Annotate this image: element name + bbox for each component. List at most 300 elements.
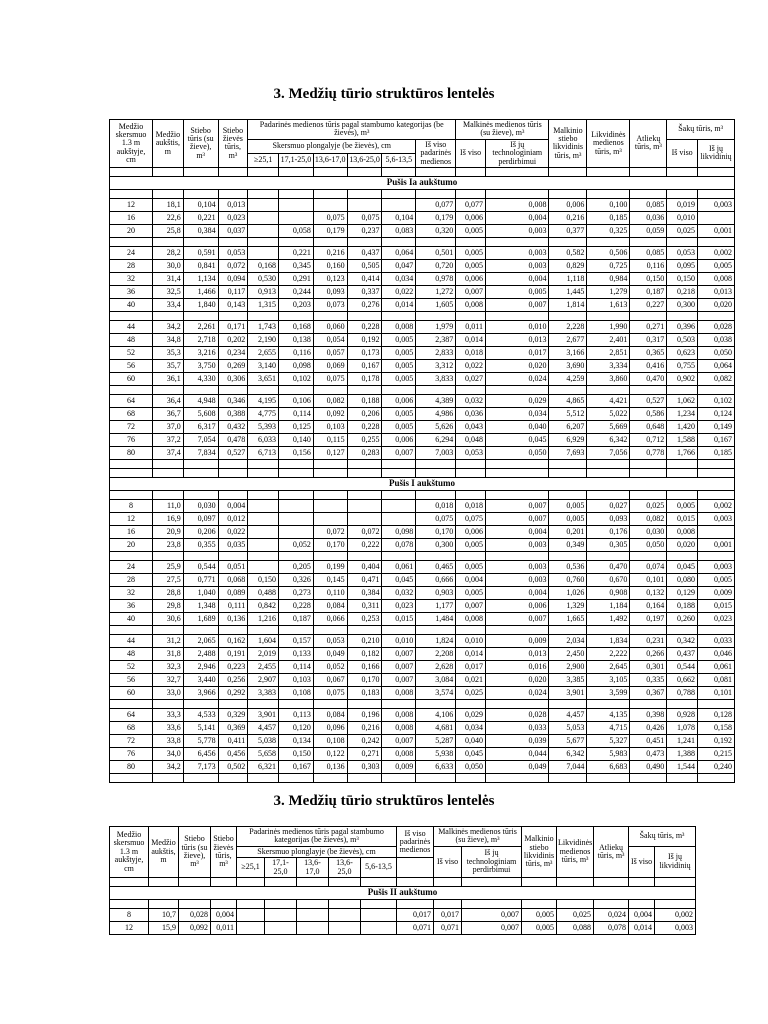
table-cell: 0,143 xyxy=(218,298,248,311)
empty-cell xyxy=(456,189,486,198)
table-cell: 3,651 xyxy=(248,372,279,385)
table-cell: 0,384 xyxy=(347,586,382,599)
table-cell: 1,604 xyxy=(248,634,279,647)
table-cell: 0,053 xyxy=(667,246,698,259)
header-branch-total: Iš viso xyxy=(667,139,698,167)
table-cell: 3,312 xyxy=(416,359,456,372)
empty-cell xyxy=(549,699,587,708)
empty-cell xyxy=(110,773,153,782)
empty-cell xyxy=(485,551,549,560)
table-cell: 0,544 xyxy=(667,660,698,673)
table-cell: 2,019 xyxy=(248,647,279,660)
empty-cell xyxy=(110,877,149,886)
empty-cell xyxy=(153,167,184,176)
table-cell: 0,179 xyxy=(416,211,456,224)
empty-cell xyxy=(416,459,456,468)
table-cell: 0,582 xyxy=(549,246,587,259)
empty-cell xyxy=(587,385,630,394)
table-cell: 0,033 xyxy=(697,634,734,647)
empty-cell xyxy=(110,189,153,198)
empty-cell xyxy=(218,167,248,176)
table-cell: 0,192 xyxy=(347,333,382,346)
table-cell: 0,008 xyxy=(382,747,416,760)
table-cell: 0,078 xyxy=(594,921,629,934)
table-cell xyxy=(313,198,347,211)
table-cell: 5,938 xyxy=(416,747,456,760)
table-cell: 2,488 xyxy=(183,647,218,660)
table-cell: 40 xyxy=(110,298,153,311)
table-cell: 0,013 xyxy=(485,647,549,660)
empty-cell xyxy=(587,189,630,198)
table-cell: 33,6 xyxy=(153,721,184,734)
table-cell: 0,253 xyxy=(347,612,382,625)
table-cell: 6,317 xyxy=(183,420,218,433)
empty-cell xyxy=(587,459,630,468)
table-row xyxy=(110,612,735,625)
table-cell: 0,007 xyxy=(462,921,522,934)
header-class-3: 13,6-17,0 xyxy=(297,858,329,878)
empty-cell xyxy=(416,490,456,499)
table-row xyxy=(110,333,735,346)
empty-cell xyxy=(697,189,734,198)
table-cell: 3,901 xyxy=(248,708,279,721)
table-cell: 0,021 xyxy=(456,673,486,686)
table-cell: 1,118 xyxy=(549,272,587,285)
empty-cell xyxy=(382,773,416,782)
table-cell: 0,132 xyxy=(630,586,667,599)
empty-cell xyxy=(485,625,549,634)
empty-cell xyxy=(697,551,734,560)
empty-cell xyxy=(416,189,456,198)
table-cell: 0,662 xyxy=(667,673,698,686)
table-cell: 0,064 xyxy=(382,246,416,259)
table-cell: 0,032 xyxy=(382,586,416,599)
table-cell: 0,010 xyxy=(485,320,549,333)
empty-cell xyxy=(382,490,416,499)
table-cell: 0,149 xyxy=(697,420,734,433)
table-cell xyxy=(697,525,734,538)
table-cell: 0,292 xyxy=(218,686,248,699)
empty-cell xyxy=(587,311,630,320)
table-cell: 0,089 xyxy=(218,586,248,599)
table-cell xyxy=(382,512,416,525)
table-cell: 7,173 xyxy=(183,760,218,773)
table-cell: 0,017 xyxy=(456,660,486,673)
table-cell xyxy=(248,525,279,538)
empty-cell xyxy=(183,490,218,499)
table-cell: 0,025 xyxy=(456,686,486,699)
table-row xyxy=(110,298,735,311)
table-cell: 0,060 xyxy=(313,320,347,333)
table-cell: 35,3 xyxy=(153,346,184,359)
table-cell: 5,327 xyxy=(587,734,630,747)
empty-cell xyxy=(110,699,153,708)
table-cell: 0,007 xyxy=(382,647,416,660)
empty-cell xyxy=(456,468,486,477)
empty-cell xyxy=(110,468,153,477)
table-row xyxy=(110,586,735,599)
header-diameter: Medžio skersmuo 1.3 m aukštyje, cm xyxy=(110,120,153,168)
table-cell: 0,160 xyxy=(313,259,347,272)
table-cell: 0,047 xyxy=(382,259,416,272)
spacer-row xyxy=(110,385,735,394)
table-cell: 0,396 xyxy=(667,320,698,333)
table-row xyxy=(110,512,735,525)
empty-cell xyxy=(697,490,734,499)
table-cell: 0,503 xyxy=(667,333,698,346)
table-cell: 0,050 xyxy=(456,760,486,773)
table-cell xyxy=(237,908,265,921)
empty-cell xyxy=(667,490,698,499)
table-cell: 0,005 xyxy=(382,359,416,372)
table-cell: 0,411 xyxy=(218,734,248,747)
table-cell: 33,3 xyxy=(153,708,184,721)
table-cell: 0,170 xyxy=(416,525,456,538)
table-cell: 5,608 xyxy=(183,407,218,420)
table-cell: 0,346 xyxy=(218,394,248,407)
table-cell: 1,040 xyxy=(183,586,218,599)
table-cell: 0,283 xyxy=(347,446,382,459)
header-diam-classes: Skersmuo plongalyje (be žievės), cm xyxy=(248,139,416,153)
table-cell: 0,114 xyxy=(278,660,313,673)
table-cell: 0,173 xyxy=(347,346,382,359)
table-cell: 34,2 xyxy=(153,760,184,773)
table-cell: 0,093 xyxy=(313,285,347,298)
table-cell: 0,203 xyxy=(278,298,313,311)
table-cell: 0,206 xyxy=(347,407,382,420)
empty-cell xyxy=(153,237,184,246)
empty-cell xyxy=(667,551,698,560)
table-cell: 0,007 xyxy=(382,660,416,673)
table-cell: 0,101 xyxy=(697,686,734,699)
empty-cell xyxy=(361,877,397,886)
table-cell: 5,393 xyxy=(248,420,279,433)
empty-cell xyxy=(218,459,248,468)
header-stem-volume: Stiebo tūris (su žieve), m³ xyxy=(183,120,218,168)
table-cell: 0,216 xyxy=(313,246,347,259)
table-cell: 7,003 xyxy=(416,446,456,459)
empty-cell xyxy=(183,699,218,708)
table-row xyxy=(110,407,735,420)
table-cell: 0,005 xyxy=(522,921,557,934)
table-cell: 0,008 xyxy=(485,198,549,211)
table-cell xyxy=(278,525,313,538)
empty-cell xyxy=(630,167,667,176)
empty-cell xyxy=(587,699,630,708)
table-cell: 12 xyxy=(110,512,153,525)
table-cell: 0,009 xyxy=(485,634,549,647)
empty-cell xyxy=(629,899,655,908)
empty-cell xyxy=(485,699,549,708)
table-cell: 1,990 xyxy=(587,320,630,333)
empty-cell xyxy=(153,311,184,320)
table-cell: 0,301 xyxy=(630,660,667,673)
table-cell: 1,184 xyxy=(587,599,630,612)
empty-cell xyxy=(630,551,667,560)
table-cell: 2,677 xyxy=(549,333,587,346)
table-cell xyxy=(248,224,279,237)
section-header-row xyxy=(110,886,696,899)
table-cell: 6,294 xyxy=(416,433,456,446)
empty-cell xyxy=(183,459,218,468)
table-cell: 76 xyxy=(110,433,153,446)
table-cell: 0,053 xyxy=(456,446,486,459)
table-cell: 10,7 xyxy=(149,908,179,921)
empty-cell xyxy=(456,237,486,246)
table-cell: 0,103 xyxy=(278,673,313,686)
empty-cell xyxy=(218,385,248,394)
empty-cell xyxy=(549,385,587,394)
table-cell: 0,158 xyxy=(697,721,734,734)
table-cell: 0,414 xyxy=(347,272,382,285)
table-cell: 4,681 xyxy=(416,721,456,734)
table-cell: 1,134 xyxy=(183,272,218,285)
table-cell xyxy=(313,499,347,512)
table-cell: 0,003 xyxy=(655,921,696,934)
table-cell: 0,216 xyxy=(347,721,382,734)
table-cell: 5,677 xyxy=(549,734,587,747)
table-cell: 0,398 xyxy=(630,708,667,721)
table-cell: 0,024 xyxy=(485,372,549,385)
table-cell xyxy=(278,211,313,224)
volume-structure-table xyxy=(109,119,735,783)
table-cell: 0,928 xyxy=(667,708,698,721)
table-cell: 2,034 xyxy=(549,634,587,647)
table-cell: 72 xyxy=(110,420,153,433)
table-cell: 0,034 xyxy=(382,272,416,285)
empty-cell xyxy=(462,899,522,908)
header-waste: Atliekų tūris, m³ xyxy=(630,120,667,168)
table-cell: 0,078 xyxy=(382,538,416,551)
table-cell: 0,049 xyxy=(485,760,549,773)
empty-cell xyxy=(153,189,184,198)
table-cell: 0,100 xyxy=(587,198,630,211)
table-cell: 0,187 xyxy=(278,612,313,625)
table-cell: 37,4 xyxy=(153,446,184,459)
table-cell: 0,007 xyxy=(382,734,416,747)
empty-cell xyxy=(667,167,698,176)
table-cell: 0,228 xyxy=(278,599,313,612)
table-cell: 0,013 xyxy=(485,333,549,346)
table-cell: 0,276 xyxy=(347,298,382,311)
header-diameter: Medžio skersmuo 1.3 m aukštyje, cm xyxy=(110,827,149,878)
table-cell: 0,127 xyxy=(313,446,347,459)
table-row xyxy=(110,721,735,734)
table-cell: 0,088 xyxy=(557,921,594,934)
table-row xyxy=(110,198,735,211)
table-cell: 2,401 xyxy=(587,333,630,346)
empty-cell xyxy=(434,899,462,908)
table-cell: 0,011 xyxy=(456,320,486,333)
table-cell: 0,432 xyxy=(218,420,248,433)
empty-cell xyxy=(549,167,587,176)
table-cell: 5,022 xyxy=(587,407,630,420)
table-cell: 0,501 xyxy=(416,246,456,259)
table-cell: 0,115 xyxy=(313,433,347,446)
table-cell: 0,005 xyxy=(382,333,416,346)
table-cell: 0,317 xyxy=(630,333,667,346)
table-cell: 0,192 xyxy=(697,734,734,747)
table-cell: 28 xyxy=(110,573,153,586)
table-cell: 0,006 xyxy=(382,394,416,407)
table-cell xyxy=(248,538,279,551)
header-industrial-total: Iš viso padarinės medienos xyxy=(397,827,434,858)
table-cell: 0,755 xyxy=(667,359,698,372)
spacer-row xyxy=(110,490,735,499)
empty-cell xyxy=(153,551,184,560)
header-waste: Atliekų tūris, m³ xyxy=(594,827,629,878)
table-cell: 0,771 xyxy=(183,573,218,586)
table-cell: 6,633 xyxy=(416,760,456,773)
table-cell: 0,903 xyxy=(416,586,456,599)
table-cell: 0,004 xyxy=(485,586,549,599)
table-cell: 0,009 xyxy=(382,760,416,773)
empty-cell xyxy=(587,468,630,477)
table-cell: 0,093 xyxy=(587,512,630,525)
table-cell: 3,383 xyxy=(248,686,279,699)
empty-cell xyxy=(347,773,382,782)
table-cell: 0,006 xyxy=(549,198,587,211)
table-cell: 0,005 xyxy=(456,259,486,272)
table-cell: 1,216 xyxy=(248,612,279,625)
table-cell: 5,669 xyxy=(587,420,630,433)
table-row xyxy=(110,272,735,285)
empty-cell xyxy=(347,551,382,560)
table-cell: 1,766 xyxy=(667,446,698,459)
table-cell xyxy=(297,921,329,934)
table-cell: 0,004 xyxy=(485,272,549,285)
table-cell: 24 xyxy=(110,560,153,573)
header-class-5: 5,6-13,5 xyxy=(382,153,416,167)
table-cell: 0,084 xyxy=(313,599,347,612)
table-cell: 2,261 xyxy=(183,320,218,333)
table-cell: 28,8 xyxy=(153,586,184,599)
table-cell: 0,004 xyxy=(218,499,248,512)
table-cell: 1,388 xyxy=(667,747,698,760)
table-cell: 0,008 xyxy=(456,298,486,311)
table-cell: 0,052 xyxy=(313,660,347,673)
empty-cell xyxy=(153,773,184,782)
table-cell: 0,266 xyxy=(630,647,667,660)
header-stem-volume: Stiebo tūris (su žieve), m³ xyxy=(179,827,211,878)
table-cell: 60 xyxy=(110,372,153,385)
table-cell: 0,114 xyxy=(278,407,313,420)
empty-cell xyxy=(248,625,279,634)
table-cell: 36,1 xyxy=(153,372,184,385)
table-cell: 0,005 xyxy=(667,499,698,512)
empty-cell xyxy=(278,167,313,176)
table-cell: 0,829 xyxy=(549,259,587,272)
table-cell: 0,384 xyxy=(183,224,218,237)
header-class-3: 13,6-17,0 xyxy=(313,153,347,167)
table-row xyxy=(110,747,735,760)
empty-cell xyxy=(697,385,734,394)
table-cell: 34,0 xyxy=(153,747,184,760)
empty-cell xyxy=(416,551,456,560)
table-cell: 32 xyxy=(110,272,153,285)
table-cell: 1,979 xyxy=(416,320,456,333)
header-bark-volume: Stiebo žievės tūris, m³ xyxy=(218,120,248,168)
table-cell: 28 xyxy=(110,259,153,272)
table-cell: 0,068 xyxy=(218,573,248,586)
table-cell: 0,011 xyxy=(211,921,237,934)
table-cell: 0,022 xyxy=(218,525,248,538)
empty-cell xyxy=(549,490,587,499)
empty-cell xyxy=(587,625,630,634)
empty-cell xyxy=(313,237,347,246)
table-cell: 0,069 xyxy=(313,359,347,372)
table-row xyxy=(110,525,735,538)
empty-cell xyxy=(667,189,698,198)
table-cell: 52 xyxy=(110,660,153,673)
table-cell: 2,907 xyxy=(248,673,279,686)
empty-cell xyxy=(587,490,630,499)
header-liquid-stem: Malkinio stiebo likvidinis tūris, m³ xyxy=(522,827,557,878)
empty-cell xyxy=(278,311,313,320)
table-cell: 20 xyxy=(110,224,153,237)
table-cell: 0,007 xyxy=(462,908,522,921)
header-liquid-wood: Likvidinės medienos tūris, m³ xyxy=(557,827,594,878)
table-cell: 3,334 xyxy=(587,359,630,372)
spacer-row xyxy=(110,468,735,477)
table-cell: 32 xyxy=(110,586,153,599)
table-cell: 28,2 xyxy=(153,246,184,259)
table-cell: 0,007 xyxy=(485,612,549,625)
table-cell: 30,0 xyxy=(153,259,184,272)
table-cell xyxy=(248,499,279,512)
table-cell: 3,105 xyxy=(587,673,630,686)
table-cell xyxy=(278,499,313,512)
table-cell: 0,004 xyxy=(629,908,655,921)
empty-cell xyxy=(549,459,587,468)
empty-cell xyxy=(347,237,382,246)
table-cell: 0,045 xyxy=(485,433,549,446)
table-row xyxy=(110,921,696,934)
table-cell: 0,116 xyxy=(630,259,667,272)
table-cell: 0,052 xyxy=(278,538,313,551)
empty-cell xyxy=(587,551,630,560)
table-cell: 31,4 xyxy=(153,272,184,285)
table-cell: 0,111 xyxy=(218,599,248,612)
table-cell: 3,833 xyxy=(416,372,456,385)
table-cell: 0,176 xyxy=(587,525,630,538)
table-cell: 1,689 xyxy=(183,612,218,625)
empty-cell xyxy=(211,877,237,886)
table-cell: 0,003 xyxy=(485,246,549,259)
table-cell: 0,067 xyxy=(313,673,347,686)
header-height: Medžio aukštis, m xyxy=(153,120,184,168)
table-cell: 0,984 xyxy=(587,272,630,285)
table-cell: 0,437 xyxy=(667,647,698,660)
empty-cell xyxy=(183,189,218,198)
table-cell: 0,670 xyxy=(587,573,630,586)
table-cell: 2,455 xyxy=(248,660,279,673)
table-row xyxy=(110,420,735,433)
empty-cell xyxy=(456,699,486,708)
table-cell: 0,465 xyxy=(416,560,456,573)
table-cell: 0,017 xyxy=(485,346,549,359)
table-cell: 0,150 xyxy=(630,272,667,285)
table-cell: 0,218 xyxy=(667,285,698,298)
table-cell: 0,025 xyxy=(667,224,698,237)
table-cell: 0,050 xyxy=(697,346,734,359)
table-cell: 0,008 xyxy=(382,721,416,734)
table-cell: 2,450 xyxy=(549,647,587,660)
table-cell: 3,860 xyxy=(587,372,630,385)
table-cell: 0,168 xyxy=(248,259,279,272)
table-cell: 4,106 xyxy=(416,708,456,721)
table-cell: 0,003 xyxy=(485,573,549,586)
